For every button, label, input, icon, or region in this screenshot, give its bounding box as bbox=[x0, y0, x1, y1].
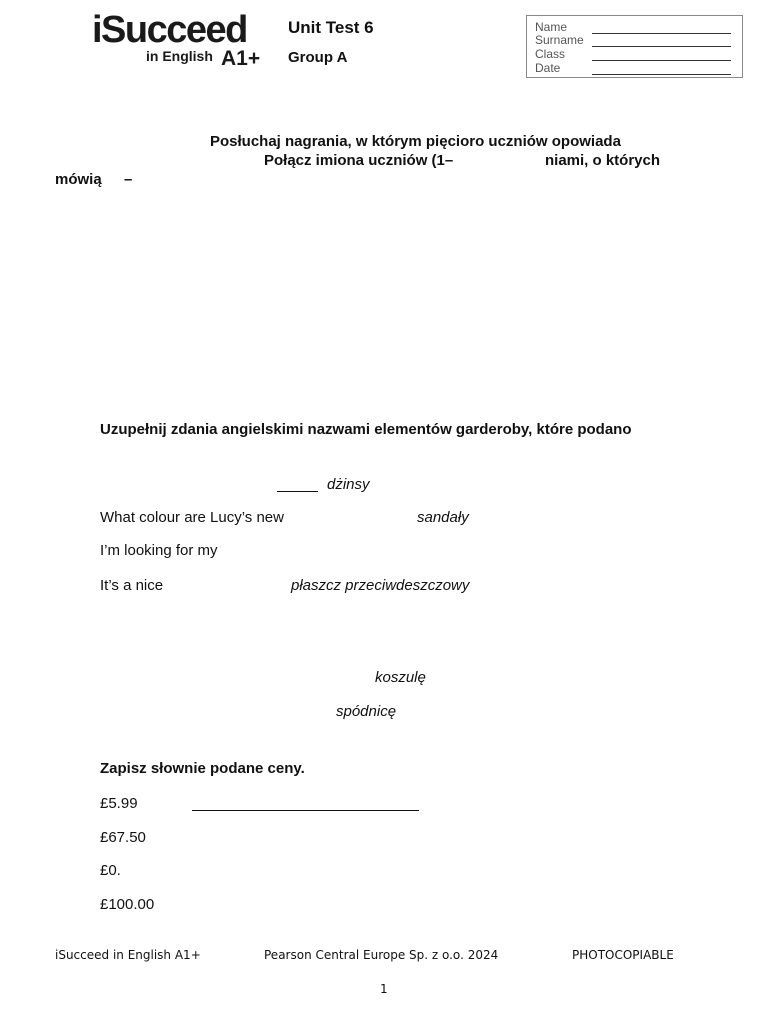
surname-field[interactable] bbox=[535, 34, 731, 47]
class-line bbox=[592, 60, 731, 61]
section1-instruction-line3b: – bbox=[124, 171, 133, 188]
price-4: £100.00 bbox=[100, 896, 155, 913]
surname-line bbox=[592, 46, 731, 47]
logo-main-text: iSucceed bbox=[92, 9, 247, 51]
page-number: 1 bbox=[380, 982, 388, 996]
class-field[interactable] bbox=[535, 48, 731, 61]
section1-instruction-line3a: mówią bbox=[55, 171, 102, 188]
price-3: £0. bbox=[100, 862, 121, 879]
footer-right: PHOTOCOPIABLE bbox=[572, 948, 674, 962]
logo-sub-text: in English bbox=[146, 48, 213, 64]
surname-label: Surname bbox=[535, 33, 584, 47]
price-1: £5.99 bbox=[100, 795, 138, 812]
section1-instruction-line2a: Połącz imiona uczniów (1– bbox=[264, 152, 454, 169]
hint-6: spódnicę bbox=[336, 703, 397, 720]
footer-left: iSucceed in English A1+ bbox=[55, 948, 201, 962]
sentence-4: It’s a nice bbox=[100, 577, 164, 594]
hint-5: koszulę bbox=[375, 669, 426, 686]
date-field[interactable] bbox=[535, 62, 731, 75]
isucceed-logo bbox=[92, 8, 267, 78]
unit-test-title: Unit Test 6 bbox=[288, 18, 374, 37]
price-2: £67.50 bbox=[100, 829, 146, 846]
section1-instruction-line1: Posłuchaj nagrania, w którym pięcioro uczniów opowiada bbox=[210, 133, 621, 150]
sentence-2: What colour are Lucy’s new bbox=[100, 509, 284, 526]
name-label: Name bbox=[535, 20, 568, 34]
date-label: Date bbox=[535, 61, 561, 75]
group-label: Group A bbox=[288, 49, 348, 66]
sentence-3: I’m looking for my bbox=[100, 542, 218, 559]
logo-level-text: A1+ bbox=[221, 47, 261, 70]
section3-instruction: Zapisz słownie podane ceny. bbox=[100, 760, 305, 777]
footer-center: Pearson Central Europe Sp. z o.o. 2024 bbox=[264, 948, 499, 962]
answer-line-1[interactable] bbox=[277, 491, 318, 492]
hint-2: sandały bbox=[417, 509, 469, 526]
section1-instruction-line2b: niami, o których bbox=[545, 152, 661, 169]
student-info-box bbox=[526, 15, 743, 78]
date-line bbox=[592, 74, 731, 75]
section2-instruction: Uzupełnij zdania angielskimi nazwami elementów garderoby, które podano bbox=[100, 421, 632, 438]
hint-1: dżinsy bbox=[327, 476, 370, 493]
class-label: Class bbox=[535, 47, 566, 61]
price-answer-line-1[interactable] bbox=[192, 810, 419, 811]
hint-4: płaszcz przeciwdeszczowy bbox=[291, 577, 470, 594]
